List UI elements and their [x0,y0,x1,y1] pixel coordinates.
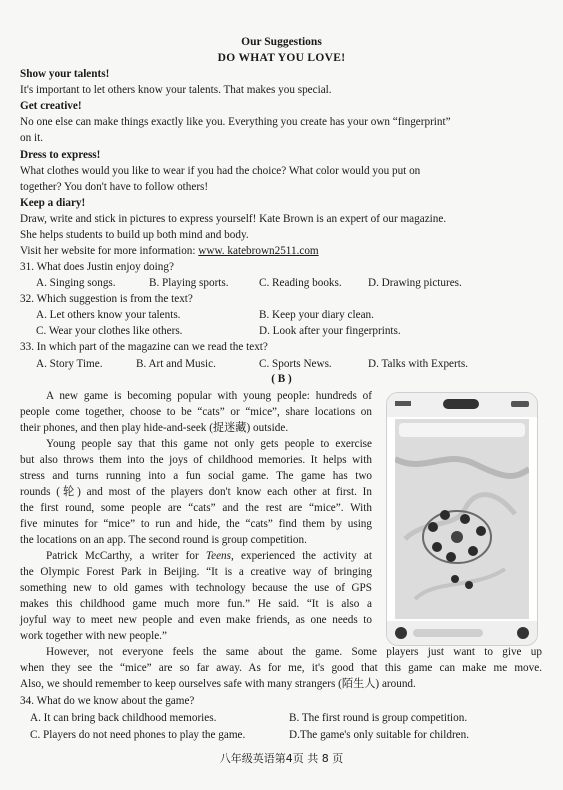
passage-line: five minutes for “mice” to run and hide, the “cats” find them by using [20,518,372,530]
passage-b-label: ( B ) [271,373,292,385]
passage-line: rounds (轮) and most of the players don't know each other at first. In [20,486,372,498]
passage-line: but also throws them into the joys of childhood memories. It helps with [20,454,372,466]
q33-option-d[interactable]: D. Talks with Experts. [368,358,468,370]
passage-line: the Olympic Forest Park in Beijing. “It is a creative way of bringing [20,566,372,578]
q31-option-a[interactable]: A. Singing songs. [36,277,116,289]
bottom-controls [387,621,537,645]
q31-option-d[interactable]: D. Drawing pictures. [368,277,462,289]
q32-option-a[interactable]: A. Let others know your talents. [36,309,181,321]
diary-heading: Keep a diary! [20,197,86,209]
passage-line: people come together, choose to be “cats” or “mice”, share locations on [20,406,372,418]
passage-line: makes this childhood game much more fun.” He said. “It is also a [20,598,372,610]
map-illustration [395,419,529,619]
creative-text-line2: on it. [20,132,43,144]
q31-option-c[interactable]: C. Reading books. [259,277,342,289]
passage-line: stress and turns running into a fun social game. The game has two [20,470,372,482]
q31-stem: 31. What does Justin enjoy doing? [20,261,174,273]
q33-option-c[interactable]: C. Sports News. [259,358,332,370]
q34-option-a[interactable]: A. It can bring back childhood memories. [30,712,217,724]
map-view [395,419,529,619]
q34-option-d[interactable]: D.The game's only suitable for children. [289,729,470,741]
talents-text: It's important to let others know your talents. That makes you special. [20,84,332,96]
q33-option-a[interactable]: A. Story Time. [36,358,103,370]
q34-option-b[interactable]: B. The first round is group competition. [289,712,468,724]
passage-line: Patrick McCarthy, a writer for Teens, experienced the activity at [46,550,372,562]
dress-text-line2: together? You don't have to follow others! [20,181,209,193]
creative-heading: Get creative! [20,100,82,112]
q34-stem: 34. What do we know about the game? [20,695,195,707]
q33-stem: 33. In which part of the magazine can we read the text? [20,341,268,353]
website-link[interactable]: www. katebrown2511.com [198,245,319,257]
magazine-name: Teens [205,550,231,562]
talents-heading: Show your talents! [20,68,110,80]
q32-option-b[interactable]: B. Keep your diary clean. [259,309,374,321]
diary-text-line1: Draw, write and stick in pictures to express yourself! Kate Brown is an expert of our magazine. [20,213,447,225]
passage-line: joyful way to meet new people and even make friends, as one needs to [20,614,372,626]
passage-line: when they see the “mice” are so far away. As for me, it's good that this game can make me move. [20,662,542,674]
q31-option-b[interactable]: B. Playing sports. [149,277,229,289]
dress-heading: Dress to express! [20,149,101,161]
diary-website-line [20,244,319,258]
game-app-screenshot [386,392,538,646]
q33-option-b[interactable]: B. Art and Music. [136,358,216,370]
passage-line: work together with new people.” [20,630,167,642]
website-prefix: Visit her website for more information: [20,245,199,257]
passage-line: something new to old games with technology because the use of GPS [20,582,372,594]
q32-option-c[interactable]: C. Wear your clothes like others. [36,325,183,337]
q32-option-d[interactable]: D. Look after your fingerprints. [259,325,401,337]
page-subtitle: DO WHAT YOU LOVE! [217,52,346,64]
passage-line: Young people say that this game not only gets people to exercise [46,438,372,450]
passage-line: However, not everyone feels the same about the game. Some players just want to give up [46,646,542,658]
page-footer: 八年级英语第4页 共 8 页 [219,752,344,765]
q32-stem: 32. Which suggestion is from the text? [20,293,193,305]
passage-line: the locations on an app. The second round is group competition. [20,534,307,546]
creative-text-line1: No one else can make things exactly like you. Everything you create has your own “fingerprint” [20,116,451,128]
passage-line: their phones, and then play hide-and-seek (捉迷藏) outside. [20,422,289,434]
passage-line: Also, we should remember to keep ourselves safe with many strangers (陌生人) around. [20,678,416,690]
passage-line: A new game is becoming popular with young people: hundreds of [46,390,372,402]
page-title: Our Suggestions [241,36,322,48]
passage-line: the first round, some people are “cats” and the rest are “mice”. With [20,502,372,514]
phone-bottom-bar [387,621,537,645]
dress-text-line1: What clothes would you like to wear if you had the choice? What color would you put on [20,165,421,177]
diary-text-line2: She helps students to build up both mind and body. [20,229,249,241]
status-icons [387,393,537,417]
phone-status-bar [387,393,537,417]
q34-option-c[interactable]: C. Players do not need phones to play the game. [30,729,246,741]
